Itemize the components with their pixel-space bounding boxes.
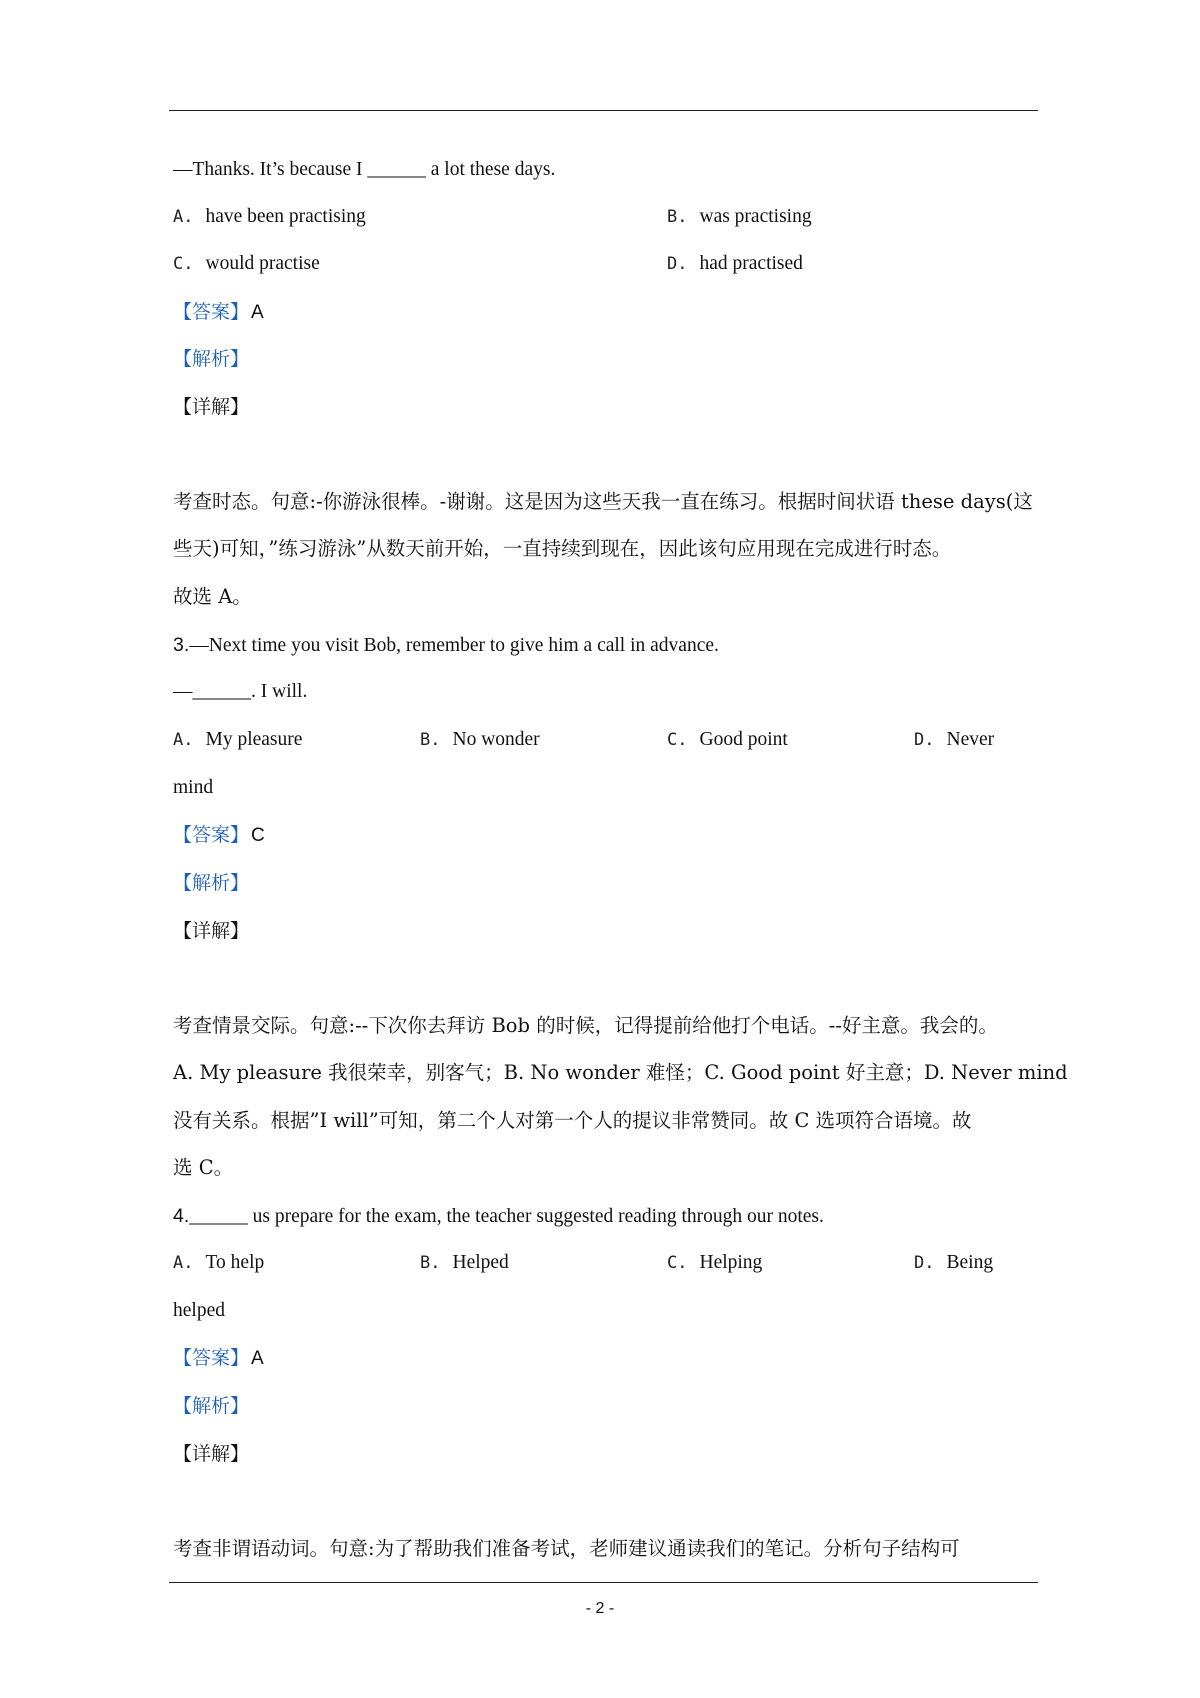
- q3-option-c: [667, 727, 788, 753]
- option-letter: B.: [667, 207, 688, 227]
- option-text: would practise: [205, 253, 320, 274]
- question-text: —Next time you visit Bob, remember to give him a call in advance.: [189, 635, 719, 656]
- q3-analysis: [173, 870, 249, 896]
- q2-answer: [173, 299, 264, 326]
- q3-option-a: [173, 727, 302, 753]
- answer-tag: 【答案】: [173, 301, 250, 323]
- header-rule: [169, 110, 1038, 111]
- detail-tag: 【详解】: [173, 396, 250, 418]
- option-letter: A.: [173, 730, 194, 750]
- option-letter: D.: [667, 254, 688, 274]
- option-text: Helped: [452, 1252, 509, 1273]
- detail-tag: 【详解】: [173, 1443, 250, 1465]
- option-letter: D.: [914, 1253, 935, 1273]
- option-letter: D.: [914, 730, 935, 750]
- analysis-tag: 【解析】: [173, 348, 250, 370]
- q3-detail: [173, 918, 249, 944]
- option-letter: A.: [173, 1253, 194, 1273]
- q3-explanation-line-3: 没有关系。根据”I will”可知，第二个人对第一个人的提议非常赞同。故 C 选项符合语境。故: [173, 1109, 972, 1132]
- q2-option-c: [173, 251, 320, 277]
- q3-option-overflow: mind: [173, 777, 214, 798]
- q4-stem-line-1: [173, 1203, 824, 1230]
- option-letter: A.: [173, 207, 194, 227]
- option-text: had practised: [699, 253, 803, 274]
- option-letter: B.: [420, 1253, 441, 1273]
- footer-rule: [169, 1582, 1038, 1583]
- q3-explanation-line-4: 选 C。: [173, 1156, 234, 1179]
- q2-explanation-line-2: 些天)可知，”练习游泳”从数天前开始，一直持续到现在，因此该句应用现在完成进行时态。: [173, 537, 952, 560]
- answer-tag: 【答案】: [173, 1347, 250, 1369]
- option-text: Never: [946, 729, 995, 750]
- option-text: was practising: [699, 206, 812, 227]
- q3-answer: [173, 822, 265, 849]
- q3-explanation-line-2: A. My pleasure 我很荣幸，别客气；B. No wonder 难怪；C. Good point 好主意；D. Never mind: [173, 1061, 1068, 1084]
- q3-option-b: [420, 727, 540, 753]
- answer-value: A: [251, 302, 264, 323]
- q4-option-overflow: helped: [173, 1300, 225, 1321]
- option-text: Good point: [699, 729, 788, 750]
- question-number: 4.: [173, 1205, 190, 1227]
- q2-stem-line: —Thanks. It’s because I ______ a lot these days.: [173, 159, 556, 180]
- detail-tag: 【详解】: [173, 920, 250, 942]
- analysis-tag: 【解析】: [173, 872, 250, 894]
- question-text: ______ us prepare for the exam, the teacher suggested reading through our notes.: [189, 1206, 824, 1227]
- q3-stem-line-2: —______. I will.: [173, 681, 308, 702]
- option-text: have been practising: [205, 206, 366, 227]
- option-letter: C.: [667, 730, 688, 750]
- q2-option-a: [173, 204, 366, 230]
- option-text: No wonder: [452, 729, 540, 750]
- option-letter: C.: [667, 1253, 688, 1273]
- option-letter: B.: [420, 730, 441, 750]
- q3-stem-line-1: [173, 632, 719, 659]
- q3-option-d: [914, 727, 994, 753]
- q2-analysis: [173, 346, 249, 372]
- answer-value: C: [251, 825, 265, 846]
- q4-option-d: [914, 1250, 993, 1276]
- answer-value: A: [251, 1348, 264, 1369]
- page-number: - 2 -: [585, 1600, 615, 1617]
- option-text: Helping: [699, 1252, 763, 1273]
- q2-option-d: [667, 251, 803, 277]
- q4-answer: [173, 1345, 264, 1372]
- q2-option-b: [667, 204, 812, 230]
- option-letter: C.: [173, 254, 194, 274]
- answer-tag: 【答案】: [173, 824, 250, 846]
- option-text: Being: [946, 1252, 994, 1273]
- q2-detail: [173, 394, 249, 420]
- option-text: To help: [205, 1252, 265, 1273]
- q4-explanation-line-1: 考查非谓语动词。句意:为了帮助我们准备考试，老师建议通读我们的笔记。分析句子结构可: [173, 1537, 960, 1560]
- q4-option-c: [667, 1250, 762, 1276]
- q4-detail: [173, 1441, 249, 1467]
- q2-explanation-line-1: 考查时态。句意:-你游泳很棒。-谢谢。这是因为这些天我一直在练习。根据时间状语 these days(这: [173, 490, 1033, 513]
- option-text: My pleasure: [205, 729, 303, 750]
- question-number: 3.: [173, 634, 190, 656]
- q2-explanation-line-3: 故选 A。: [173, 585, 252, 608]
- q4-option-a: [173, 1250, 264, 1276]
- q4-option-b: [420, 1250, 509, 1276]
- analysis-tag: 【解析】: [173, 1395, 250, 1417]
- q3-explanation-line-1: 考查情景交际。句意:--下次你去拜访 Bob 的时候，记得提前给他打个电话。--好主意。我会的。: [173, 1014, 998, 1037]
- q4-analysis: [173, 1393, 249, 1419]
